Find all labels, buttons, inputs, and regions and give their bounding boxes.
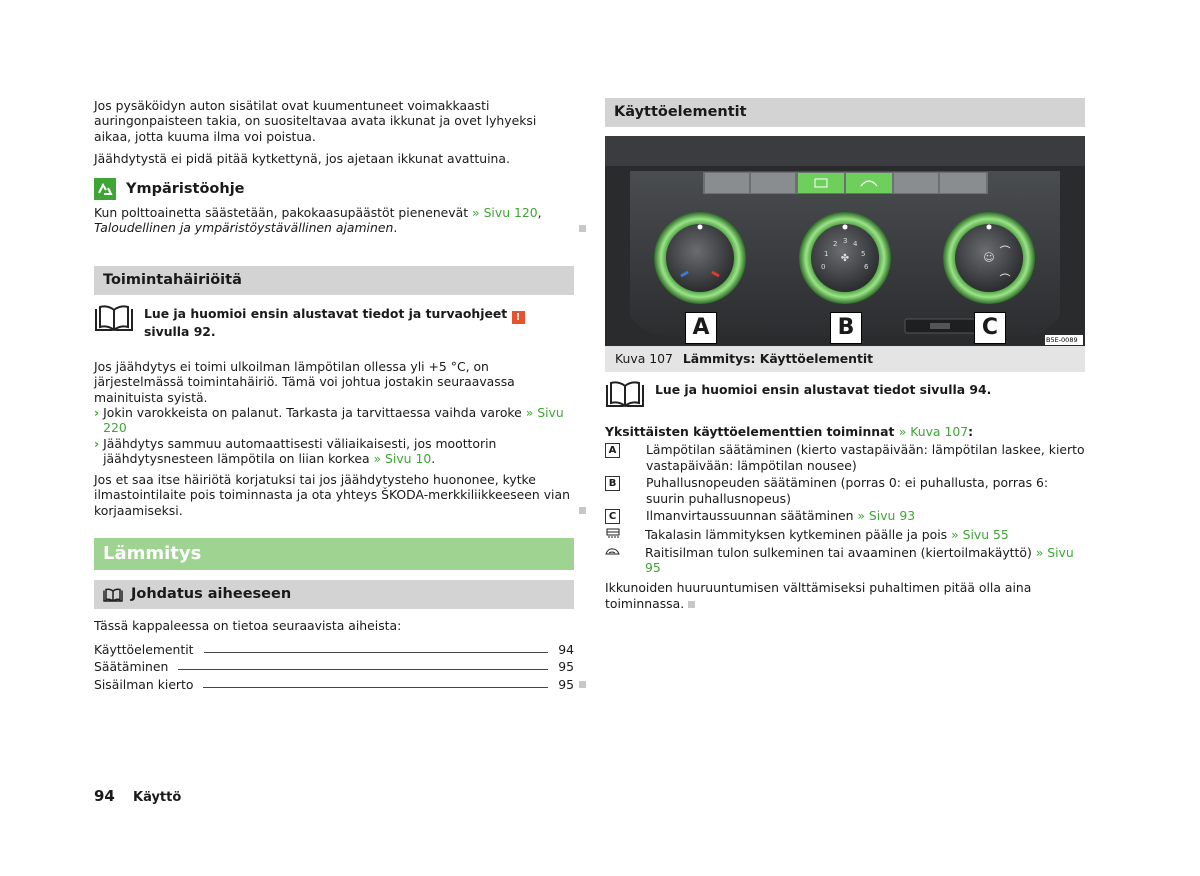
toc-page: 95 (558, 659, 574, 675)
section-end-marker (688, 601, 695, 608)
page-footer (94, 787, 181, 805)
section-title: Toimintahäiriöitä (103, 271, 242, 288)
dial-number: 6 (864, 263, 869, 271)
section-header (605, 98, 1085, 127)
list-item (605, 442, 1085, 473)
recirculation-icon (605, 546, 620, 559)
toc-leader (178, 669, 548, 670)
item-text: Ilmanvirtaussuunnan säätäminen (646, 508, 854, 524)
chapter-title: Lämmitys (103, 543, 202, 565)
toc-page: 94 (558, 641, 574, 657)
environment-text: Kun polttoainetta säästetään, pakokaasupäästöt pienenevät » Sivu 120, Taloudellinen ja ympäristöystävällinen ajaminen. (94, 205, 574, 236)
toc-label: Säätäminen (94, 659, 169, 675)
key-label: C (605, 509, 620, 524)
notice (94, 304, 574, 339)
text: Kun polttoainetta säästetään, pakokaasupäästöt pienenevät (94, 205, 469, 221)
left-column (94, 98, 574, 692)
svg-text:☺: ☺ (983, 251, 995, 264)
warning-icon: ! (512, 311, 525, 324)
environment-icon (94, 178, 116, 200)
book-icon (605, 380, 645, 408)
key-label: A (605, 443, 620, 458)
callout-label-a: A (685, 312, 717, 344)
text: Jokin varokkeista on palanut. Tarkasta ja tarvittaessa vaihda varoke (103, 404, 522, 420)
callout-label-c: C (974, 312, 1006, 344)
list-item: › Jäähdytys sammuu automaattisesti väliaikaisesti, jos moottorin jäähdytysnesteen lämpötila on liian korkea » Sivu 10. (94, 435, 497, 466)
callout-label-b: B (830, 312, 862, 344)
dial-number: 0 (821, 263, 826, 271)
paragraph: Jos pysäköidyn auton sisätilat ovat kuumentuneet voimakkaasti auringonpaisteen takia, on suositeltavaa avata ikkunat ja ovet lyhyeksi aikaa, jotta kuuma ilma voi poistua. (94, 98, 537, 144)
text: Yksittäisten käyttöelementtien toiminnat (605, 424, 895, 439)
toc-leader (204, 652, 549, 653)
paragraph: Tässä kappaleessa on tietoa seuraavista aiheista: (94, 618, 402, 634)
closing-paragraph (605, 580, 1085, 611)
text: Jos et saa itse häiriötä korjatuksi tai jos jäähdytysteho huononee, kytke ilmastointilaite pois toiminnasta ja ota yhteys ŠKODA-merkkiliikkeeseen vian korjaamiseksi. (94, 472, 570, 518)
list-item (605, 475, 1085, 506)
text: Taloudellinen ja ympäristöystävällinen ajaminen (94, 220, 394, 236)
arrow-bullet-icon: › (94, 404, 100, 420)
arrow-bullet-icon: › (94, 435, 100, 451)
environment-heading (94, 178, 574, 200)
section-header (94, 266, 574, 295)
paragraph (94, 472, 574, 518)
toc-label: Sisäilman kierto (94, 676, 194, 692)
notice (605, 380, 1085, 408)
dial-number: 2 (833, 240, 838, 248)
list-title: Yksittäisten käyttöelementtien toiminnat » Kuva 107: (605, 424, 974, 439)
table-of-contents (94, 639, 574, 692)
figure-code: B5E-0089 (1046, 336, 1078, 344)
item-text: Puhallusnopeuden säätäminen (porras 0: ei puhallusta, porras 6: suurin puhallusnopeus) (646, 475, 1049, 506)
page-link[interactable]: » Sivu 220 (103, 404, 564, 436)
figure-heating-controls (605, 136, 1085, 346)
chapter-header (94, 538, 574, 570)
item-text: Raitisilman tulon sulkeminen tai avaaminen (kiertoilmakäyttö) (645, 544, 1032, 560)
section-end-marker (579, 225, 586, 232)
caption-number: Kuva 107 (615, 351, 673, 366)
section-end-marker (579, 507, 586, 514)
figure-caption (605, 346, 1085, 372)
book-icon (94, 304, 134, 332)
page-number: 94 (94, 787, 115, 805)
dial-number: 3 (843, 237, 848, 245)
list-item (94, 405, 574, 436)
text: Ikkunoiden huuruuntumisen välttämiseksi puhaltimen pitää olla aina toiminnassa. (605, 580, 1032, 611)
right-column (605, 98, 1085, 611)
list-item (605, 527, 1085, 542)
notice-text: sivulla 92. (144, 323, 216, 339)
caption-text: Lämmitys: Käyttöelementit (682, 351, 874, 366)
svg-text:✤: ✤ (840, 253, 850, 264)
rear-window-heater-button (798, 173, 844, 193)
page-link[interactable]: » Sivu 55 (951, 526, 1009, 542)
list-item (605, 508, 1085, 524)
section-title: Käyttöelementit (614, 104, 747, 120)
rear-window-heater-icon (605, 528, 620, 541)
toc-row[interactable] (94, 639, 574, 657)
item-text: Lämpötilan säätäminen (kierto vastapäivään: lämpötilan laskee, kierto vastapäivään: lämpötilan nousee) (646, 442, 1085, 473)
dial-number: 4 (853, 240, 858, 248)
list-item (605, 545, 1085, 576)
recirculation-button (846, 173, 892, 193)
page-link[interactable]: » Sivu 93 (857, 508, 916, 524)
dial-number: 5 (861, 250, 866, 258)
toc-label: Käyttöelementit (94, 641, 194, 657)
toc-row[interactable] (94, 674, 574, 692)
paragraph: Jos jäähdytys ei toimi ulkoilman lämpötilan ollessa yli +5 °C, on järjestelmässä toimintahäiriö. Tämä voi johtua jostakin seuraavassa mainituista syistä. (94, 359, 515, 405)
section-end-marker (579, 681, 586, 688)
environment-title: Ympäristöohje (126, 180, 245, 197)
figure-link[interactable]: » Kuva 107 (898, 424, 969, 439)
footer-section: Käyttö (133, 790, 182, 805)
notice-text: Lue ja huomioi ensin alustavat tiedot ja turvaohjeet (144, 305, 508, 321)
page-link[interactable]: » Sivu 95 (645, 544, 1074, 576)
page-link[interactable]: » Sivu 10 (373, 450, 432, 466)
paragraph: Jäähdytystä ei pidä pitää kytkettynä, jos ajetaan ikkunat avattuina. (94, 150, 510, 166)
page-link[interactable]: » Sivu 120 (472, 205, 538, 221)
dial-number: 1 (824, 250, 829, 258)
book-icon (103, 588, 123, 602)
key-label: B (605, 476, 620, 491)
item-text: Takalasin lämmityksen kytkeminen päälle ja pois (645, 526, 948, 542)
toc-leader (203, 687, 548, 688)
text: Jäähdytys sammuu automaattisesti väliaikaisesti, jos moottorin jäähdytysnesteen lämpötila on liian korkea (103, 435, 497, 466)
notice-text: Lue ja huomioi ensin alustavat tiedot sivulla 94. (655, 382, 992, 397)
toc-row[interactable] (94, 657, 574, 675)
section-header (94, 580, 574, 609)
section-title: Johdatus aiheeseen (131, 586, 292, 603)
toc-page: 95 (558, 676, 574, 692)
